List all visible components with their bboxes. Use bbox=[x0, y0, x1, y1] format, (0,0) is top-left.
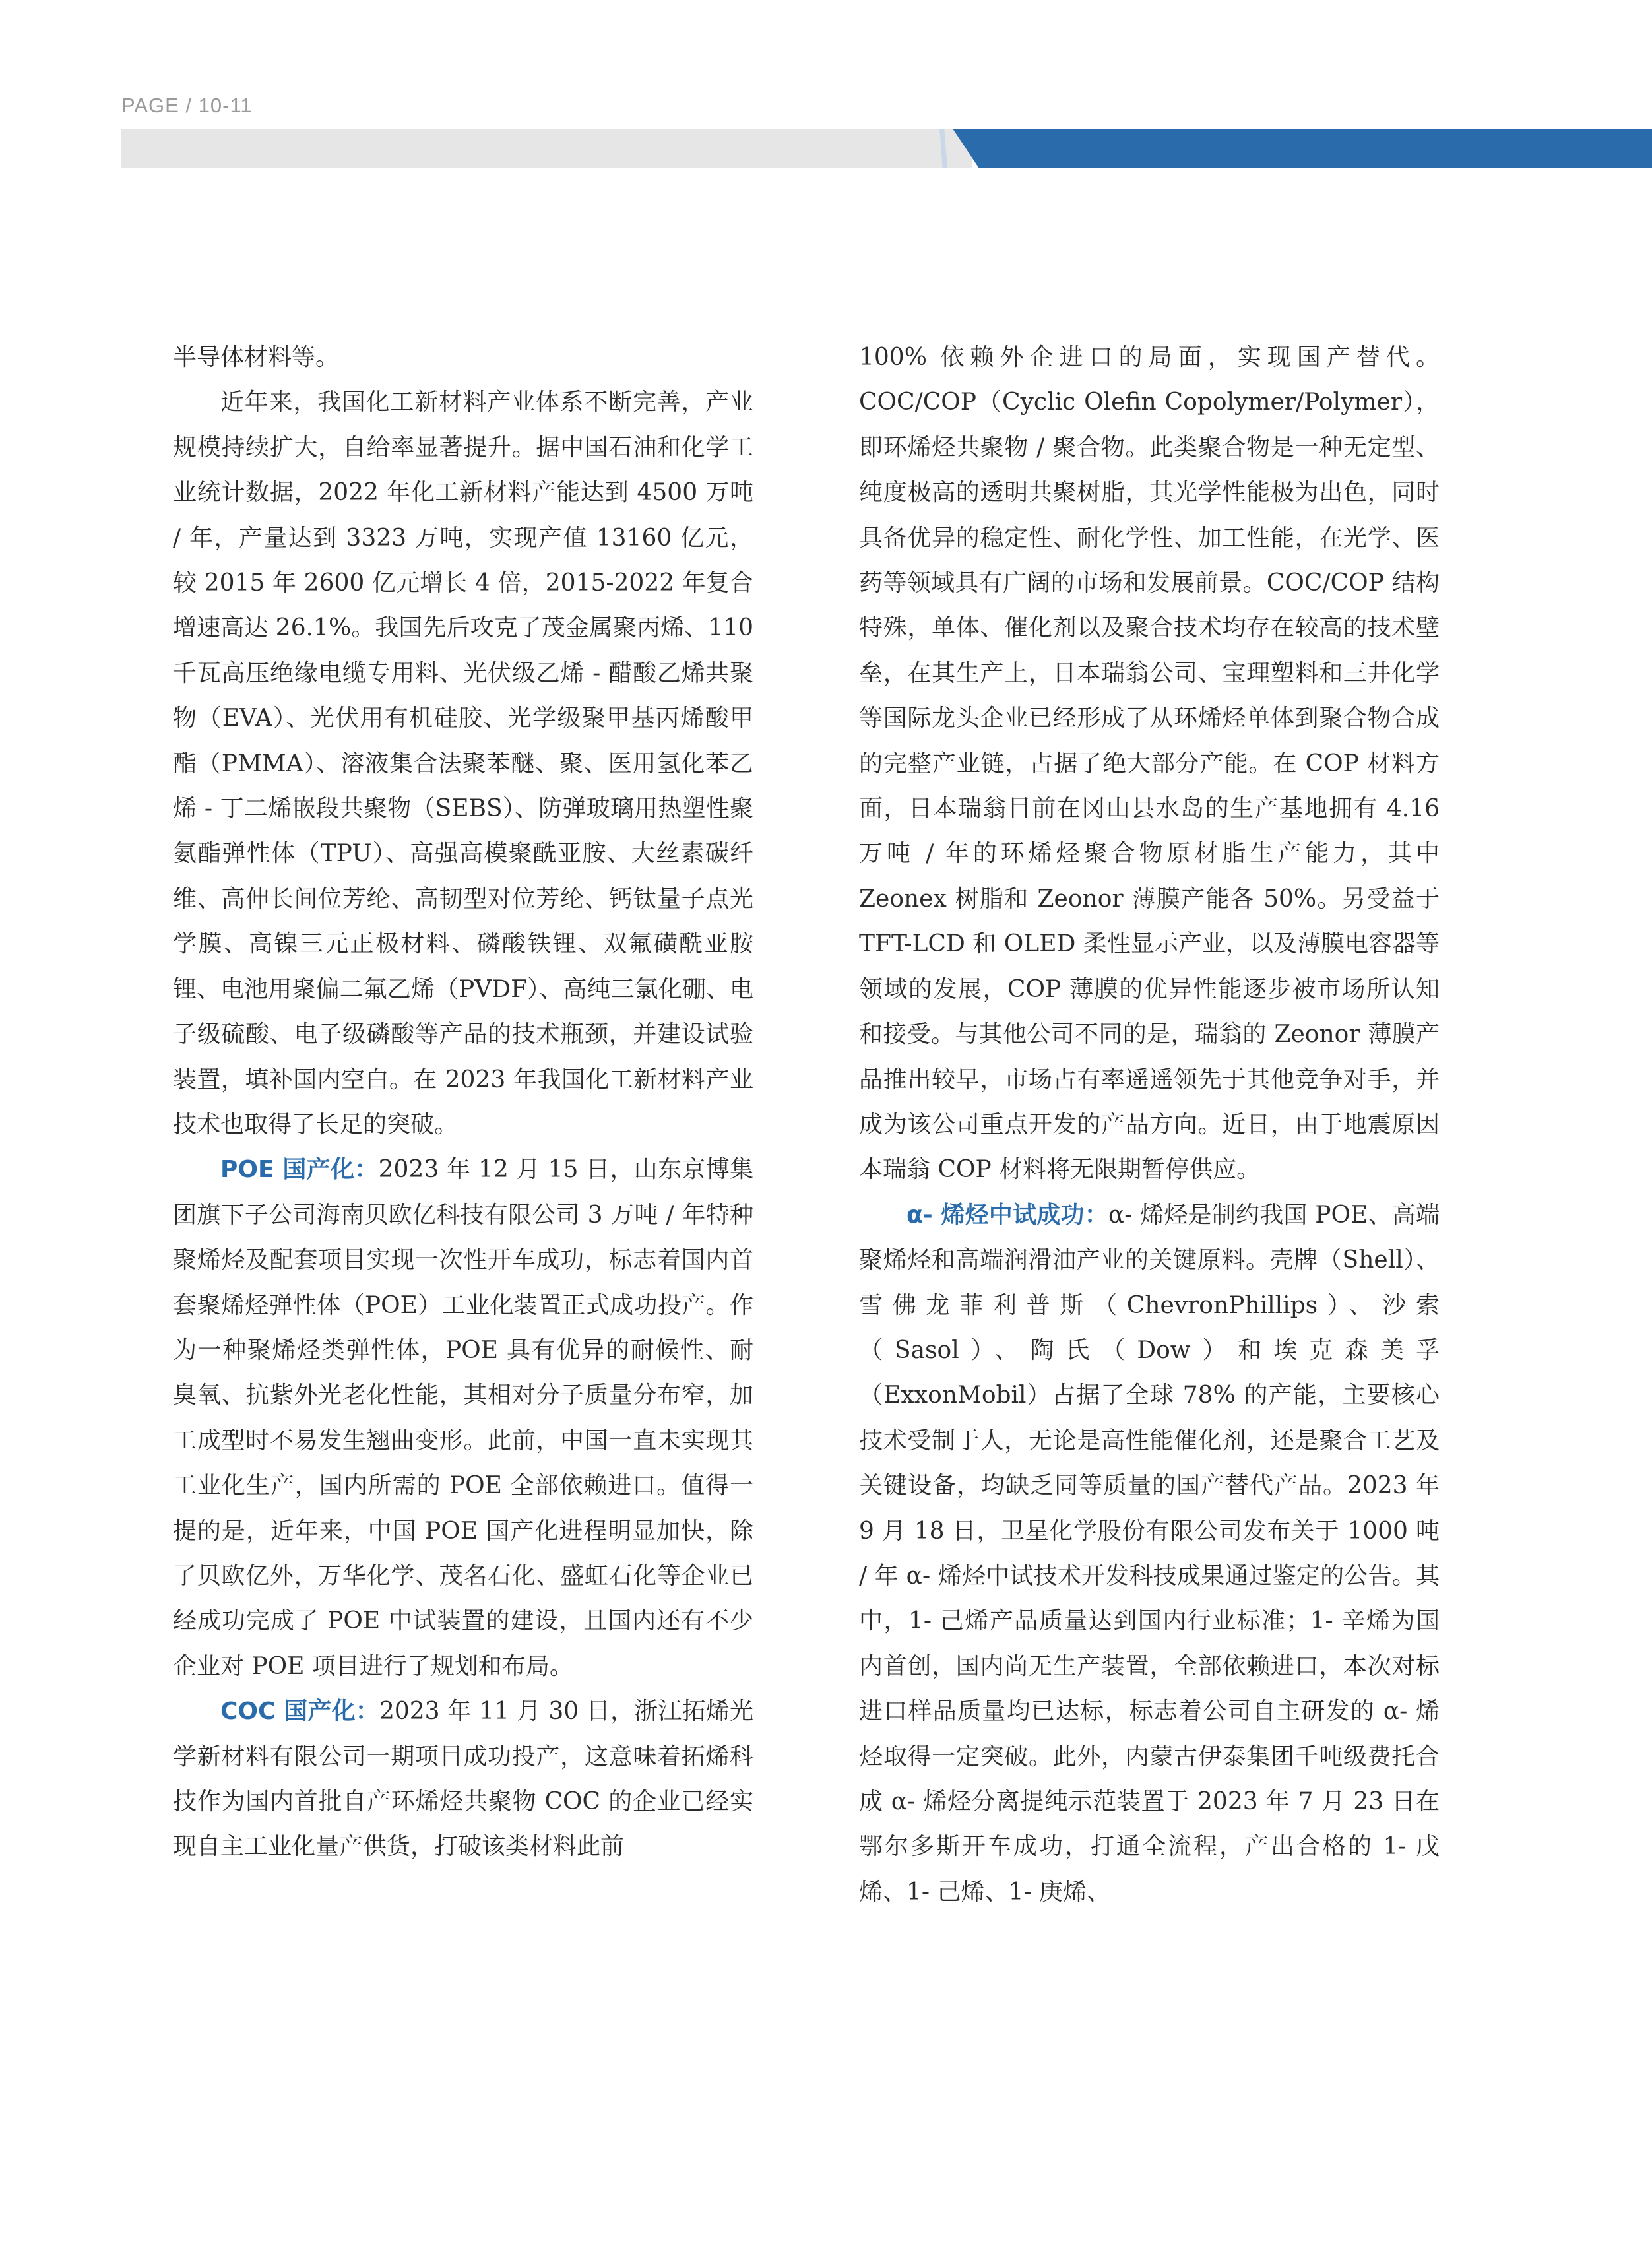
header-blue-bar bbox=[953, 129, 1652, 168]
header-grey-bar bbox=[121, 129, 972, 168]
paragraph-poe bbox=[173, 1147, 753, 1689]
issue-title: 投资视野 2024 年第 1 期（总第 4 期） bbox=[1016, 8, 1367, 31]
paragraph: 近年来，我国化工新材料产业体系不断完善，产业规模持续扩大，自给率显著提升。据中国石油和化学工业统计数据，2022 年化工新材料产能达到 4500 万吨 / 年，产量达到 3323 万吨，实现产值 13160 亿元，较 2015 年 2600 亿元增长 4 倍，2015-2022 年复合增速高达 26.1%。我国先后攻克了茂金属聚丙烯、110 千瓦高压绝缘电缆专用料、光伏级乙烯 - 醋酸乙烯共聚物（EVA）、光伏用有机硅胶、光学级聚甲基丙烯酸甲酯（PMMA）、溶液集合法聚苯醚、聚、医用氢化苯乙烯 - 丁二烯嵌段共聚物（SEBS）、防弹玻璃用热塑性聚氨酯弹性体（TPU）、高强高模聚酰亚胺、大丝素碳纤维、高伸长间位芳纶、高韧型对位芳纶、钙钛量子点光学膜、高镍三元正极材料、磷酸铁锂、双氟磺酰亚胺锂、电池用聚偏二氟乙烯（PVDF）、高纯三氯化硼、电子级硫酸、电子级磷酸等产品的技术瓶颈，并建设试验装置，填补国内空白。在 2023 年我国化工新材料产业技术也取得了长足的突破。 bbox=[173, 389, 753, 1138]
paragraph-text: 2023 年 12 月 15 日，山东京博集团旗下子公司海南贝欧亿科技有限公司 3 万吨 / 年特种聚烯烃及配套项目实现一次性开车成功，标志着国内首套聚烯烃弹性体（POE）工业化装置正式成功投产。作为一种聚烯烃类弹性体，POE 具有优异的耐候性、耐臭氧、抗紫外光老化性能，其相对分子质量分布窄，加工成型时不易发生翘曲变形。此前，中国一直未实现其工业化生产，国内所需的 POE 全部依赖进口。值得一提的是，近年来，中国 POE 国产化进程明显加快，除了贝欧亿外，万华化学、茂名石化、盛虹石化等企业已经成功完成了 POE 中试装置的建设，且国内还有不少企业对 POE 项目进行了规划和布局。 bbox=[173, 1156, 753, 1680]
paragraph-alpha-olefin bbox=[859, 1193, 1440, 1915]
paragraph-text: α- 烯烃是制约我国 POE、高端聚烯烃和高端润滑油产业的关键原料。壳牌（Shell）、雪佛龙菲利普斯（ChevronPhillips）、沙索（Sasol）、陶氏（Dow）和埃克森美孚（ExxonMobil）占据了全球 78% 的产能，主要核心技术受制于人，无论是高性能催化剂，还是聚合工艺及关键设备，均缺乏同等质量的国产替代产品。2023 年 9 月 18 日，卫星化学股份有限公司发布关于 1000 吨 / 年 α- 烯烃中试技术开发科技成果通过鉴定的公告。其中，1- 己烯产品质量达到国内行业标准；1- 辛烯为国内首创，国内尚无生产装置，全部依赖进口，本次对标进口样品质量均已达标，标志着公司自主研发的 α- 烯烃取得一定突破。此外，内蒙古伊泰集团千吨级费托合成 α- 烯烃分离提纯示范装置于 2023 年 7 月 23 日在鄂尔多斯开车成功，打通全流程，产出合格的 1- 戊烯、1- 己烯、1- 庚烯、 bbox=[859, 1201, 1440, 1906]
section-label-alpha-olefin: α- 烯烃中试成功： bbox=[906, 1201, 1108, 1229]
paragraph-coc bbox=[173, 1689, 753, 1870]
article-column-right bbox=[859, 335, 1440, 1915]
paragraph-text: 2023 年 11 月 30 日，浙江拓烯光学新材料有限公司一期项目成功投产，这意味着拓烯科技作为国内首批自产环烯烃共聚物 COC 的企业已经实现自主工业化量产供货，打破该类材料此前 bbox=[173, 1698, 753, 1861]
header-band bbox=[121, 129, 1652, 168]
paragraph: 100% 依赖外企进口的局面，实现国产替代。COC/COP（Cyclic Olefin Copolymer/Polymer），即环烯烃共聚物 / 聚合物。此类聚合物是一种无定型、纯度极高的透明共聚树脂，其光学性能极为出色，同时具备优异的稳定性、耐化学性、加工性能，在光学、医药等领域具有广阔的市场和发展前景。COC/COP 结构特殊，单体、催化剂以及聚合技术均存在较高的技术壁垒，在其生产上，日本瑞翁公司、宝理塑料和三井化学等国际龙头企业已经形成了从环烯烃单体到聚合物合成的完整产业链，占据了绝大部分产能。在 COP 材料方面，日本瑞翁目前在冈山县水岛的生产基地拥有 4.16 万吨 / 年的环烯烃聚合物原材脂生产能力，其中 Zeonex 树脂和 Zeonor 薄膜产能各 50%。另受益于 TFT-LCD 和 OLED 柔性显示产业，以及薄膜电容器等领域的发展，COP 薄膜的优异性能逐步被市场所认知和接受。与其他公司不同的是，瑞翁的 Zeonor 薄膜产品推出较早，市场占有率遥遥领先于其他竞争对手，并成为该公司重点开发的产品方向。近日，由于地震原因本瑞翁 COP 材料将无限期暂停供应。 bbox=[859, 344, 1440, 1184]
page-number-label: PAGE / 10-11 bbox=[121, 94, 253, 117]
section-label-coc: COC 国产化： bbox=[220, 1698, 379, 1725]
paragraph: 半导体材料等。 bbox=[173, 344, 340, 371]
section-label-poe: POE 国产化： bbox=[220, 1156, 379, 1184]
article-column-left bbox=[173, 335, 753, 1870]
